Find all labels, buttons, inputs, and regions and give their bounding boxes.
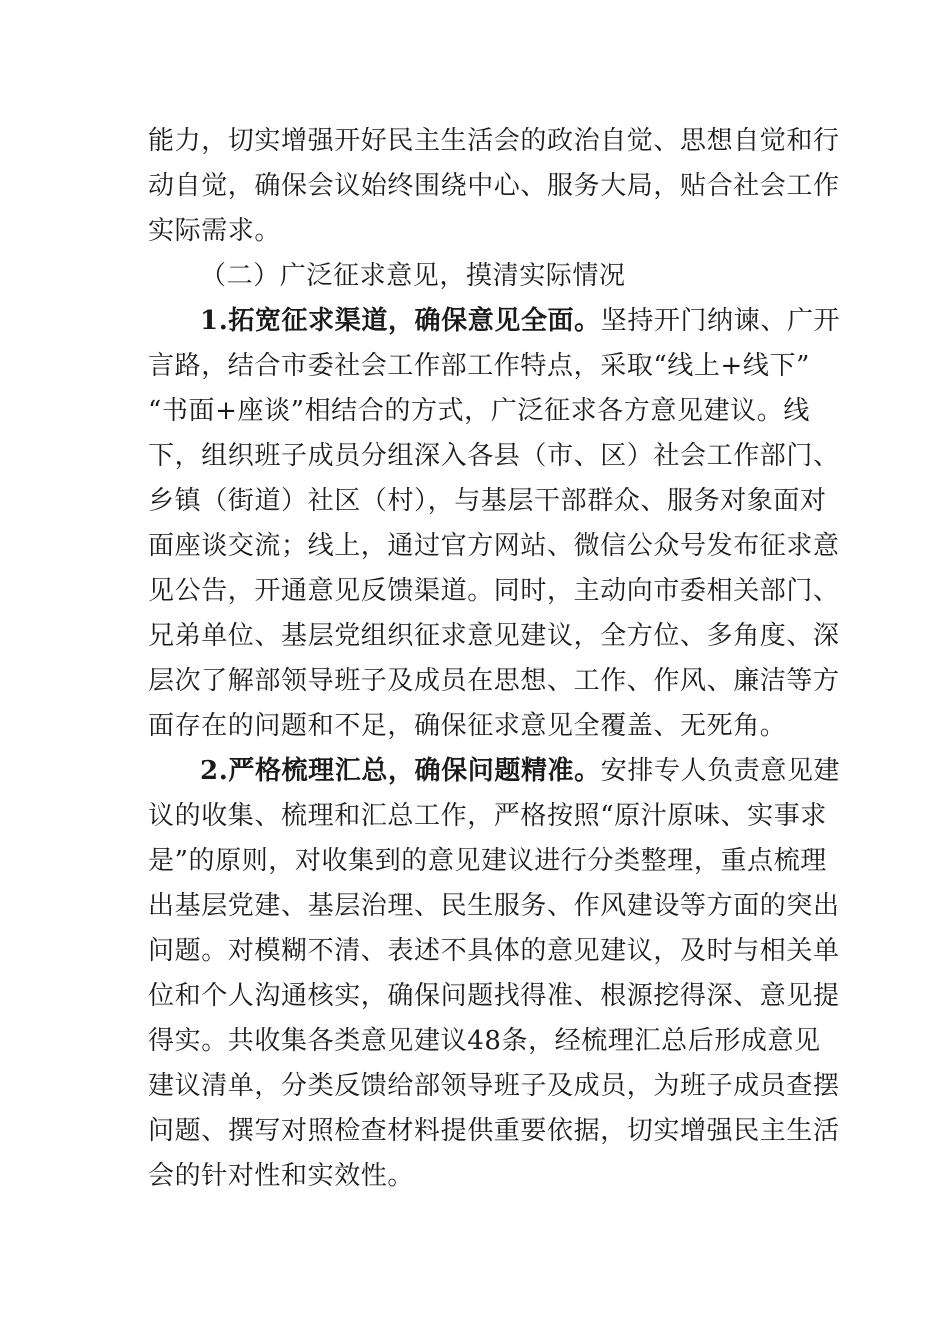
paragraph-2-first-line: [200, 749, 860, 794]
text-line: 面存在的问题和不足，确保征求意见全覆盖、无死角。: [148, 711, 787, 741]
paragraph-2-heading: 2.严格梳理汇总，确保问题精准。: [200, 756, 601, 786]
text-line: 能力，切实增强开好民主生活会的政治自觉、思想自觉和行: [148, 126, 840, 156]
text-line: 动自觉，确保会议始终围绕中心、服务大局，贴合社会工作: [148, 171, 840, 201]
text-line: 议的收集、梳理和汇总工作，严格按照“原汁原味、实事求: [148, 801, 827, 831]
text-line: 位和个人沟通核实，确保问题找得准、根源挖得深、意见提: [148, 981, 840, 1011]
text-line: 面座谈交流；线上，通过官方网站、微信公众号发布征求意: [148, 531, 840, 561]
text-line: 问题。对模糊不清、表述不具体的意见建议，及时与相关单: [148, 936, 840, 966]
text-line: 是”的原则，对收集到的意见建议进行分类整理，重点梳理: [148, 846, 827, 876]
text-line: 问题、撰写对照检查材料提供重要依据，切实增强民主生活: [148, 1116, 840, 1146]
text-line: 下，组织班子成员分组深入各县（市、区）社会工作部门、: [148, 441, 840, 471]
text-line: 出基层党建、基层治理、民生服务、作风建设等方面的突出: [148, 891, 840, 921]
paragraph-1-heading: 1.拓宽征求渠道，确保意见全面。: [200, 306, 601, 336]
text-line: 实际需求。: [148, 216, 282, 246]
paragraph-2-text: 安排专人负责意见建: [600, 756, 841, 786]
text-line: 层次了解部领导班子及成员在思想、工作、作风、廉洁等方: [148, 666, 840, 696]
text-line: 言路，结合市委社会工作部工作特点，采取“线上+线下”: [148, 351, 810, 381]
paragraph-1-text: 坚持开门纳谏、广开: [600, 306, 841, 336]
text-line: 会的针对性和实效性。: [148, 1161, 415, 1191]
text-line: 见公告，开通意见反馈渠道。同时，主动向市委相关部门、: [148, 576, 840, 606]
text-line: 兄弟单位、基层党组织征求意见建议，全方位、多角度、深: [148, 621, 840, 651]
text-line: 乡镇（街道）社区（村），与基层干部群众、服务对象面对: [148, 486, 827, 516]
text-line: 得实。共收集各类意见建议48条，经梳理汇总后形成意见: [148, 1026, 821, 1056]
text-line: “书面+座谈”相结合的方式，广泛征求各方意见建议。线: [148, 396, 810, 426]
section-heading: （二）广泛征求意见，摸清实际情况: [200, 261, 626, 291]
text-line: 建议清单，分类反馈给部领导班子及成员，为班子成员查摆: [148, 1071, 840, 1101]
paragraph-1-first-line: [200, 299, 860, 344]
